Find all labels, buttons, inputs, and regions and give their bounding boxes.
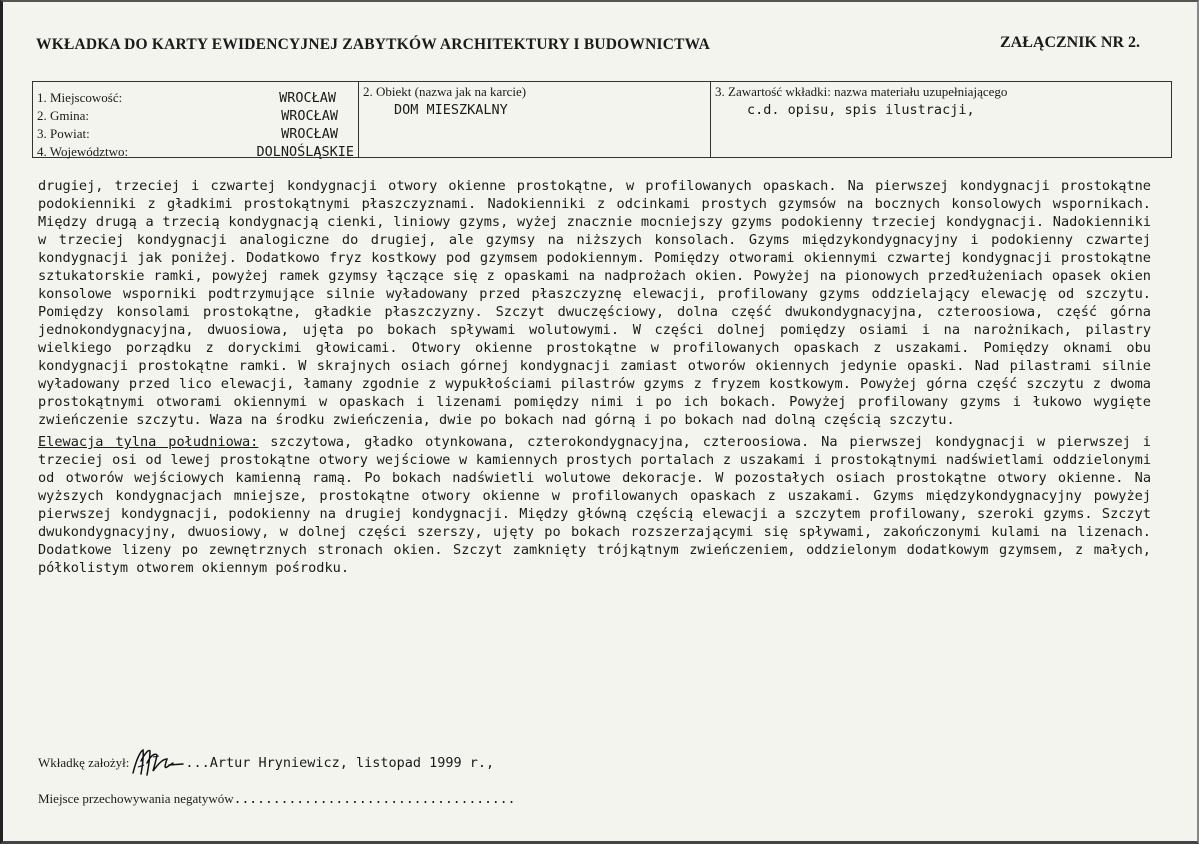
object-label: 2. Obiekt (nazwa jak na karcie) (363, 84, 527, 99)
negatives-value: .................................... (233, 792, 516, 807)
field-value: WROCŁAW (281, 126, 338, 142)
contents-label: 3. Zawartość wkładki: nazwa materiału uzupełniającego (715, 84, 1008, 99)
paragraph-front-elevation: drugiej, trzeciej i czwartej kondygnacji otwory okienne prostokątne, w profilowanych opaskach. Na pierwszej kondygnacji prostokątne podokienniki z gładkimi prostokątnymi płaszczyznami. Nadokienniki z odcinkami prostych gzymsów na bocznych konsolowych wspornikach. Między drugą a trzecią kondygnacją cienki, liniowy gzyms, wyżej znacznie mocniejszy gzyms podokienny trzeciej kondygnacji. Nadokienniki w trzeciej kondygnacji analogiczne do drugiej, ale gzymsy na niższych konsolach. Gzyms międzykondygnacyjny i podokienny czwartej kondygnacji jak poniżej. Dodatkowo fryz kostkowy pod gzymsem podokiennym. Pomiędzy otworami okiennymi czwartej kondygnacji prostokątne sztukatorskie ramki, powyżej ramek gzymsy łączące się z opaskami na nadprożach okien. Powyżej na pionowych przedłużeniach opasek okien konsolowe wsporniki podtrzymujące silnie wyładowany przed płaszczyznę elewacji, profilowany gzyms oddzielający elewację od szczytu. Pomiędzy konsolami prostokątne, gładkie płaszczyzny. Szczyt dwuczęściowy, dolna część dwukondygnacyjna, czteroosiowa, część górna jednokondygnacyjna, dwuosiowa, ujęta po bokach spływami wolutowymi. W części dolnej pomiędzy osiami i na narożnikach, pilastry wielkiego porządku z doryckimi głowicami. Otwory okienne prostokątne w profilowanych opaskach z uszakami. Pomiędzy oknami obu kondygnacji prostokątne ramki. W skrajnych osiach górnej kondygnacji zamiast otworów okiennych jedynie opaski. Nad pilastrami silnie wyładowany przed lico elewacji, łamany zgodnie z wypukłościami pilastrów gzyms z fryzem kostkowym. Powyżej górna część szczytu z dwoma prostokątnymi otworami okiennymi w opaskach i lizenami pomiędzy nimi i po ich bokach. Powyżej profilowany gzyms i łukowo wygięte zwieńczenie szczytu. Waza na środku zwieńczenia, dwie po bokach nad górną i po bokach nad dolną częścią szczytu. (38, 178, 1151, 428)
prepared-label: Wkładkę założył: (38, 755, 130, 770)
signature-image (129, 747, 185, 777)
field-label: 1. Miejscowość: (37, 90, 123, 105)
section-heading-rear-elevation: Elewacja tylna południowa: (38, 434, 259, 450)
annex-number: ZAŁĄCZNIK NR 2. (999, 34, 1140, 51)
paragraph-rear-elevation (38, 433, 1151, 577)
field-value: DOLNOŚLĄSKIE (256, 144, 354, 160)
prepared-by-value: ...Artur Hryniewicz, listopad 1999 r., (185, 755, 495, 771)
location-column (33, 82, 359, 160)
object-column (359, 82, 711, 157)
field-label: 3. Powiat: (37, 126, 90, 141)
negatives-label: Miejsce przechowywania negatywów (38, 791, 234, 806)
object-value: DOM MIESZKALNY (394, 102, 508, 118)
contents-column (711, 82, 1171, 157)
rear-elevation-text: szczytowa, gładko otynkowana, czterokondygnacyjna, czteroosiowa. Na pierwszej kondygnacji w pierwszej i trzeciej osi od lewej prostokątne otwory wejściowe w kamiennych prostych portalach z uszakami i prostokątnymi nadświetlami oddzielonymi od otworów wejściowych kamienną ramą. Po bokach nadświetli wolutowe dekoracje. W pozostałych osiach prostokątne otwory okienne. Na wyższych kondygnacjach mniejsze, prostokątne otwory okienne w profilowanych opaskach z uszakami. Gzyms międzykondygnacyjny powyżej pierwszej kondygnacji, podokienny na drugiej kondygnacji. Między główną częścią elewacji a szczytem profilowany, szeroki gzyms. Szczyt dwukondygnacyjny, dwuosiowy, w dolnej części szerszy, ujęty po bokach rozszerzającymi się spływami, zakończonymi kulami na lizenach. Dodatkowe lizeny po zewnętrznych stronach okien. Szczyt zamknięty trójkątnym zwieńczeniem, oddzielonym dodatkowym gzymsem, z małych, półkolistym otworem okiennym pośrodku. (38, 434, 1151, 576)
form-title: WKŁADKA DO KARTY EWIDENCYJNEJ ZABYTKÓW ARCHITEKTURY I BUDOWNICTWA (36, 36, 711, 53)
negatives-storage-line (38, 791, 515, 807)
field-label: 4. Województwo: (37, 144, 129, 159)
contents-value: c.d. opisu, spis ilustracji, (747, 102, 975, 118)
prepared-by-line (38, 747, 494, 777)
field-label: 2. Gmina: (37, 108, 89, 123)
field-value: WROCŁAW (279, 90, 336, 106)
field-value: WROCŁAW (281, 108, 338, 124)
description-text (38, 177, 1151, 577)
metadata-table (32, 81, 1172, 158)
